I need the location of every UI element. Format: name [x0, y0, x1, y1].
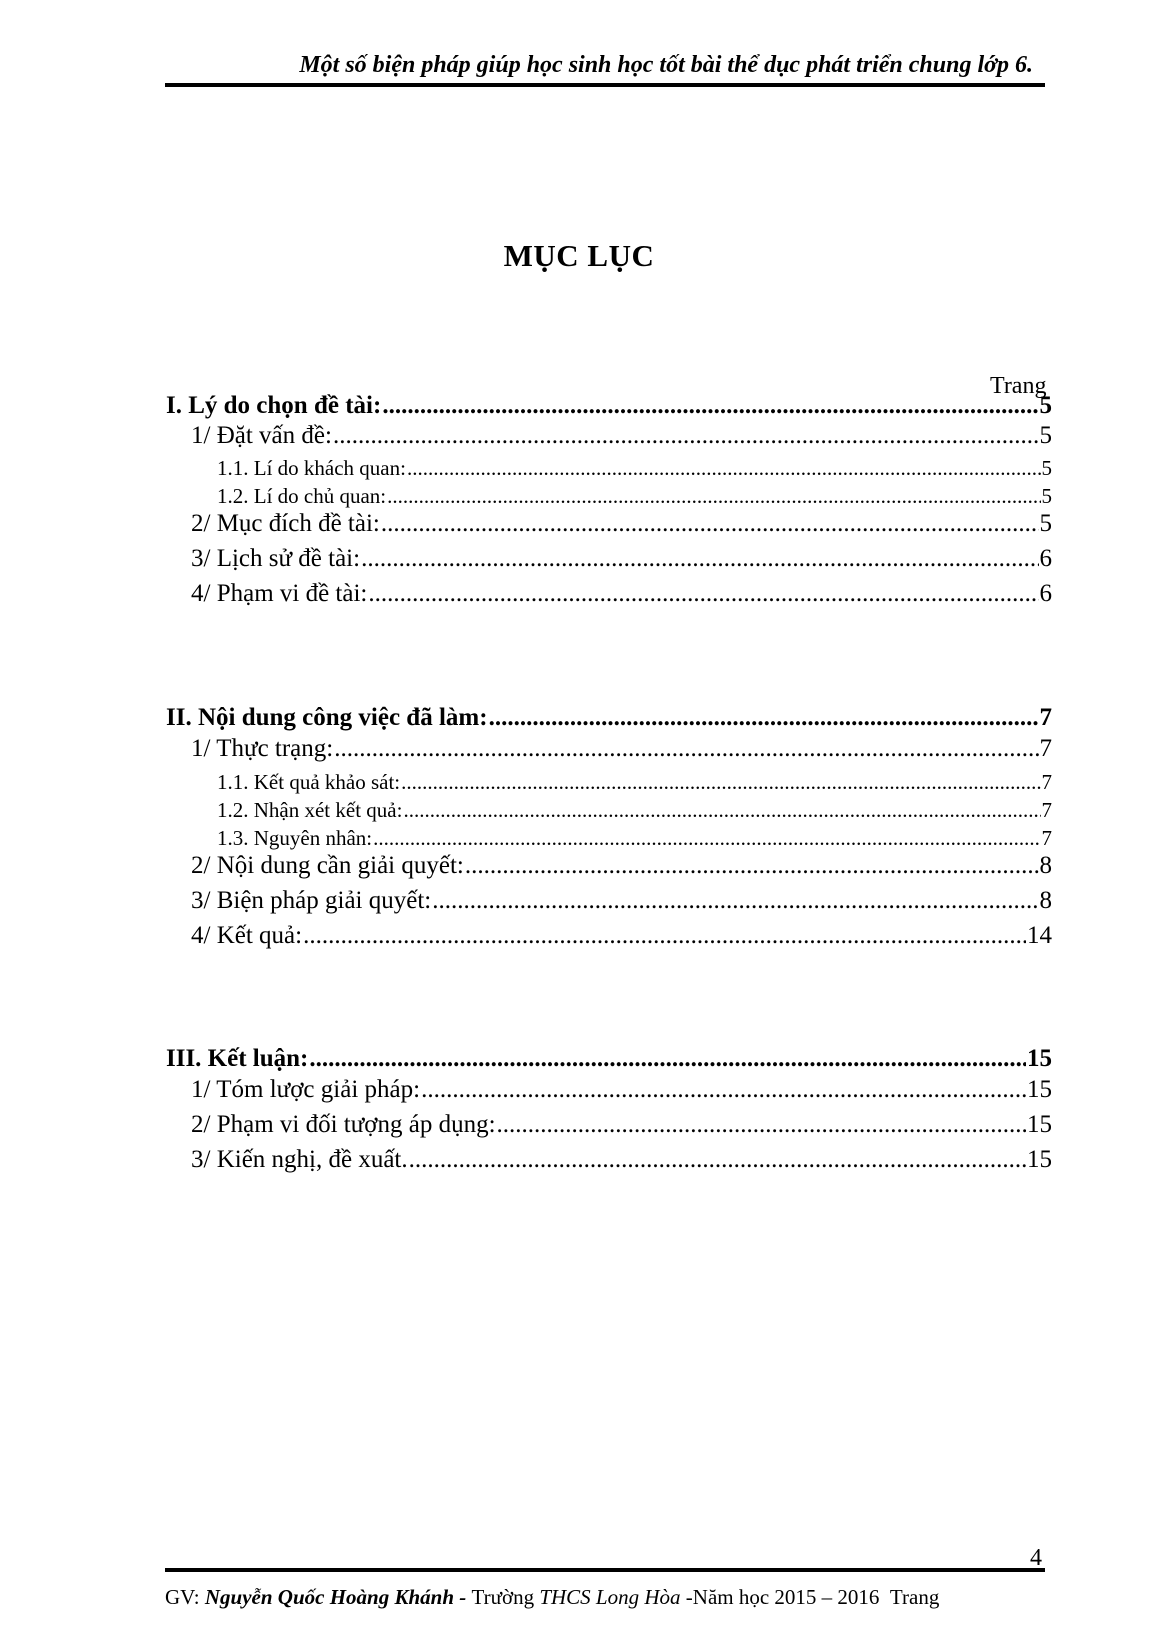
toc-entry-text: 2/ Nội dung cần giải quyết: [191, 852, 464, 879]
toc-leader-dots [309, 1045, 1026, 1073]
toc-page-number: 6 [1039, 580, 1052, 607]
footer-page-word: Trang [889, 1585, 940, 1609]
toc-entry-text: II. Nội dung công việc đã làm: [166, 704, 488, 731]
toc-item-pham-vi-doi-tuong[interactable] [191, 1111, 1052, 1139]
toc-page-number: 15 [1027, 1076, 1052, 1103]
toc-entry-text: 1.1. Lí do khách quan: [217, 456, 406, 480]
toc-item-noi-dung-giai-quyet[interactable] [191, 852, 1052, 880]
toc-item-pham-vi[interactable] [191, 580, 1052, 608]
toc-page-number: 15 [1027, 1111, 1052, 1138]
toc-page-number: 6 [1039, 545, 1052, 572]
toc-subitem-nguyen-nhan[interactable] [217, 826, 1052, 851]
toc-entry-text: 1/ Tóm lược giải pháp: [191, 1076, 421, 1103]
toc-leader-dots [381, 510, 1039, 538]
toc-entry-text: 3/ Biện pháp giải quyết: [191, 887, 432, 914]
toc-entry-text: 3/ Kiến nghị, đề xuất. [191, 1146, 408, 1173]
toc-item-thuc-trang[interactable] [191, 735, 1052, 763]
header-title: Một số biện pháp giúp học sinh học tốt bài thể dục phát triển chung lớp 6. [299, 52, 1033, 78]
toc-entry-text: 1.2. Nhận xét kết quả: [217, 798, 403, 822]
toc-entry-text: 1.3. Nguyên nhân: [217, 826, 373, 850]
toc-leader-dots [403, 798, 1040, 823]
toc-leader-dots [382, 392, 1038, 420]
footer-gv-label: GV: [165, 1585, 205, 1609]
toc-subitem-li-do-chu-quan[interactable] [217, 484, 1052, 509]
toc-leader-dots [497, 1111, 1026, 1139]
toc-leader-dots [387, 484, 1040, 509]
toc-subitem-li-do-khach-quan[interactable] [217, 456, 1052, 481]
toc-entry-text: I. Lý do chọn đề tài: [166, 392, 382, 419]
footer-school-year: -Năm học 2015 – 2016 [680, 1585, 880, 1609]
toc-entry-text: 4/ Kết quả: [191, 922, 303, 949]
footer-rule [165, 1568, 1045, 1572]
page-number: 4 [1030, 1545, 1042, 1571]
footer-school-prefix: Trường [471, 1585, 540, 1609]
toc-page-number: 14 [1027, 922, 1052, 949]
toc-item-bien-phap[interactable] [191, 887, 1052, 915]
toc-leader-dots [465, 852, 1039, 880]
toc-entry-text: 2/ Phạm vi đối tượng áp dụng: [191, 1111, 496, 1138]
toc-leader-dots [407, 456, 1041, 481]
toc-page-number: 7 [1039, 735, 1052, 762]
toc-page-number: 5 [1039, 510, 1052, 537]
toc-item-lich-su[interactable] [191, 545, 1052, 573]
toc-entry-text: 1.1. Kết quả khảo sát: [217, 770, 401, 794]
toc-entry-text: 2/ Mục đích đề tài: [191, 510, 380, 537]
toc-leader-dots [489, 704, 1039, 732]
toc-page-number: 15 [1027, 1045, 1052, 1072]
page-header [165, 50, 1045, 87]
toc-page-number: 15 [1027, 1146, 1052, 1173]
toc-entry-text: III. Kết luận: [166, 1045, 309, 1072]
page-column-label: Trang [990, 373, 1047, 399]
toc-page-number: 5 [1041, 484, 1052, 508]
footer-separator: - [454, 1585, 472, 1609]
toc-leader-dots [334, 735, 1038, 763]
toc-section-2[interactable] [166, 704, 1052, 732]
toc-page-number: 8 [1039, 887, 1052, 914]
footer-author: Nguyễn Quốc Hoàng Khánh [204, 1585, 454, 1609]
toc-leader-dots [361, 545, 1038, 573]
toc-section-1[interactable] [166, 392, 1052, 420]
toc-entry-text: 1.2. Lí do chủ quan: [217, 484, 387, 508]
toc-leader-dots [409, 1146, 1026, 1174]
toc-section-3[interactable] [166, 1045, 1052, 1073]
toc-leader-dots [368, 580, 1038, 608]
toc-page-number: 7 [1041, 798, 1052, 822]
page-title: MỤC LỤC [503, 238, 655, 273]
toc-page-number: 8 [1039, 852, 1052, 879]
toc-leader-dots [432, 887, 1038, 915]
toc-page-number: 7 [1039, 704, 1052, 731]
toc-item-kien-nghi[interactable] [191, 1146, 1052, 1174]
toc-entry-text: 3/ Lịch sử đề tài: [191, 545, 361, 572]
toc-item-tom-luoc[interactable] [191, 1076, 1052, 1104]
toc-item-muc-dich[interactable] [191, 510, 1052, 538]
toc-page-number: 5 [1039, 392, 1052, 419]
page-footer [165, 1585, 939, 1610]
toc-entry-text: 1/ Thực trạng: [191, 735, 334, 762]
toc-item-dat-van-de[interactable] [191, 422, 1052, 450]
toc-entry-text: 1/ Đặt vấn đề: [191, 422, 332, 449]
footer-school-name: THCS Long Hòa [539, 1585, 681, 1609]
toc-entry-text: 4/ Phạm vi đề tài: [191, 580, 368, 607]
toc-subitem-nhan-xet[interactable] [217, 798, 1052, 823]
toc-leader-dots [373, 826, 1040, 851]
toc-leader-dots [421, 1076, 1026, 1104]
toc-page-number: 5 [1041, 456, 1052, 480]
toc-item-ket-qua[interactable] [191, 922, 1052, 950]
toc-page-number: 5 [1039, 422, 1052, 449]
toc-leader-dots [303, 922, 1026, 950]
toc-leader-dots [333, 422, 1039, 450]
toc-page-number: 7 [1041, 770, 1052, 794]
toc-subitem-ket-qua-khao-sat[interactable] [217, 770, 1052, 795]
toc-leader-dots [401, 770, 1040, 795]
toc-page-number: 7 [1041, 826, 1052, 850]
